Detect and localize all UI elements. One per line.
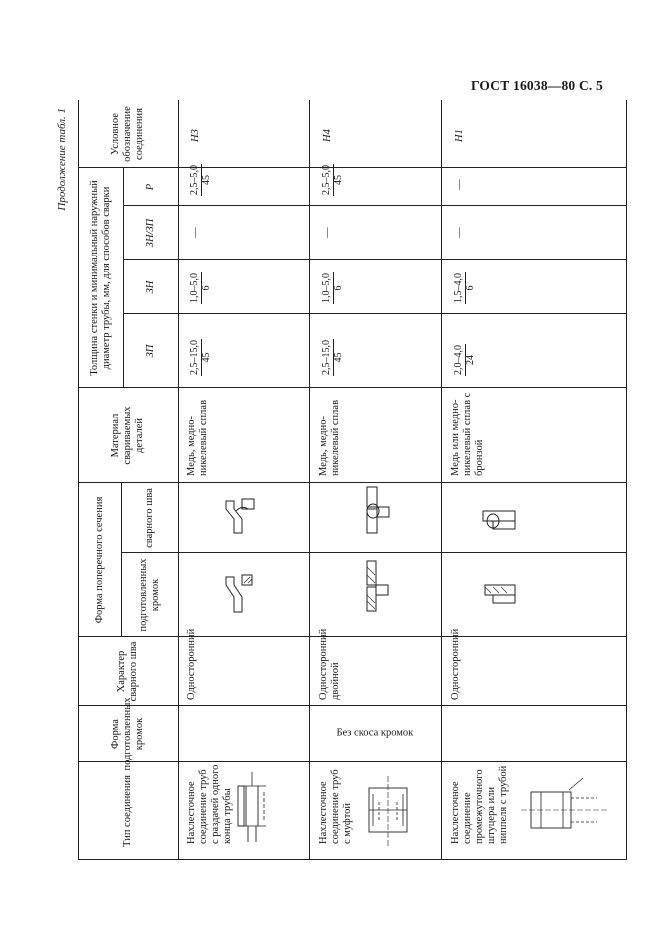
row3-r: — (454, 179, 465, 190)
row2-prepared-edges-sketch (309, 553, 441, 637)
row1-joint-type: Нахлесточное соединение труб с раздачей одного конца трубы (186, 764, 234, 844)
row-divider-2 (441, 100, 442, 860)
row1-zp: 2,5–15,0 45 (189, 340, 212, 375)
row2-joint-sketch (309, 762, 441, 860)
row2-materials: Медь, медно-никелевый сплав (318, 399, 342, 476)
row3-weld-seam-sketch (441, 483, 626, 553)
row2-weld-seam-sketch (309, 483, 441, 553)
row1-prepared-edges-sketch (178, 553, 309, 637)
row2-r: 2,5–5,0 45 (321, 165, 344, 195)
header-joint-type: Тип соединения (122, 775, 134, 847)
header-designation: Условное обозначение соединения (110, 106, 145, 162)
col-line-9 (123, 205, 626, 206)
row1-zn: 1,0–5,0 6 (189, 273, 212, 303)
merged-note: Без скоса кромок (336, 728, 414, 740)
merged-note-cell (309, 706, 441, 762)
table-border-bottom (626, 100, 627, 860)
row3-prepared-edges-sketch (441, 553, 626, 637)
table-header-line (178, 100, 179, 860)
header-zn: ЗН (144, 280, 156, 294)
row1-weld-seam-sketch (178, 483, 309, 553)
row3-joint-sketch (441, 762, 626, 860)
row1-zn-zp: — (190, 227, 201, 238)
row3-zp: 2,0–4,0 24 (453, 345, 476, 375)
rotated-table (56, 100, 626, 860)
header-r: Р (144, 183, 156, 191)
header-edge-prep-form: Форма подготовленных кромок (110, 697, 145, 771)
row3-joint-type: Нахлесточное соединение промежуточного штуцера или ниппеля с трубой (450, 765, 510, 844)
row3-zn-zp: — (454, 227, 465, 238)
continuation-label: Продолжение табл. 1 (56, 108, 68, 211)
row2-joint-type: Нахлесточное соединение труб с муфтой (318, 769, 354, 844)
header-thickness-group: Толщина стенки и минимальный наружный диаметр трубы, мм, для способов сварки (88, 180, 112, 376)
row2-zn-zp: — (322, 227, 333, 238)
row3-materials: Медь или медно-никелевый сплав с бронзой (450, 392, 486, 476)
col-line-7 (123, 313, 626, 314)
row2-designation: Н4 (322, 129, 333, 142)
header-zn-zp: ЗН/ЗП (144, 218, 156, 248)
row3-zn: 1,5–4,0 6 (453, 273, 476, 303)
header-cross-section: Форма поперечного сечения (93, 496, 105, 624)
row3-designation: Н1 (454, 129, 465, 142)
row2-zn: 1,0–5,0 6 (321, 273, 344, 303)
col-line-8 (123, 259, 626, 260)
row2-weld-character: Односторонний двойной (318, 628, 342, 700)
header-prepared-edges: подготовленных кромок (137, 558, 161, 632)
header-materials: Материал свариваемых деталей (110, 406, 145, 465)
row1-joint-sketch (178, 762, 309, 860)
row1-weld-character: Односторонний (186, 628, 197, 700)
header-weld-seam: сварного шва (143, 488, 155, 548)
page-header: ГОСТ 16038—80 С. 5 (470, 78, 603, 93)
row1-materials: Медь, медно-никелевый сплав (186, 399, 210, 476)
header-zp: ЗП (144, 344, 156, 358)
header-weld-character: Характер сварного шва (116, 641, 139, 702)
row1-designation: Н3 (190, 129, 201, 142)
row2-zp: 2,5–15,0 45 (321, 340, 344, 375)
row3-weld-character: Односторонний (450, 628, 461, 700)
row1-r: 2,5–5,0 45 (189, 165, 212, 195)
